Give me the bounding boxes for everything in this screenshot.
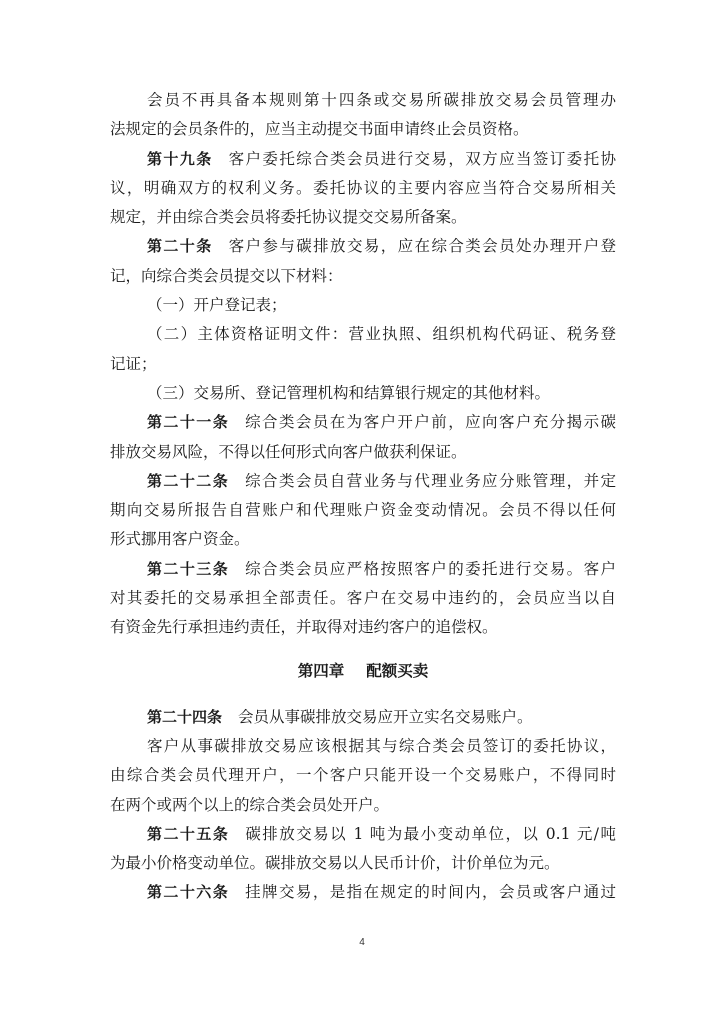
article-22-label: 第二十二条	[147, 471, 230, 490]
article-23-line: 有资金先行承担违约责任，并取得对违约客户的追偿权。	[110, 618, 498, 637]
article-23-line: 第二十三条 综合类会员应严格按照客户的委托进行交易。客户	[147, 559, 616, 578]
chapter-title: 配额买卖	[366, 661, 429, 680]
article-26-line: 第二十六条 挂牌交易，是指在规定的时间内，会员或客户通过	[147, 883, 616, 902]
article-23-label: 第二十三条	[147, 559, 230, 578]
page-number: 4	[359, 937, 365, 948]
article-22-line: 期向交易所报告自营账户和代理账户资金变动情况。会员不得以任何	[110, 501, 616, 520]
article-22-line: 第二十二条 综合类会员自营业务与代理业务应分账管理，并定	[147, 471, 616, 490]
article-26-label: 第二十六条	[147, 883, 230, 902]
paragraph-line: 在两个或两个以上的综合类会员处开户。	[110, 795, 390, 814]
list-item: （二）主体资格证明文件：营业执照、组织机构代码证、税务登	[147, 325, 616, 344]
article-22-line: 形式挪用客户资金。	[110, 530, 250, 549]
article-21-line: 排放交易风险，不得以任何形式向客户做获利保证。	[110, 442, 467, 461]
chapter-heading	[110, 651, 616, 691]
article-19-label: 第十九条	[147, 149, 213, 168]
list-item: （一）开户登记表；	[147, 296, 287, 315]
article-24-line: 第二十四条 会员从事碳排放交易应开立实名交易账户。	[147, 707, 533, 726]
chapter-number: 第四章	[297, 661, 345, 680]
document-page	[110, 86, 616, 908]
list-item: （三）交易所、登记管理机构和结算银行规定的其他材料。	[147, 383, 551, 402]
paragraph-line: 法规定的会员条件的，应当主动提交书面申请终止会员资格。	[110, 120, 529, 139]
article-23-line: 对其委托的交易承担全部责任。客户在交易中违约的，会员应当以自	[110, 589, 616, 608]
paragraph-line: 会员不再具备本规则第十四条或交易所碳排放交易会员管理办	[147, 91, 616, 109]
article-24-label: 第二十四条	[147, 707, 223, 726]
article-25-line: 为最小价格变动单位。碳排放交易以人民币计价，计价单位为元。	[110, 854, 560, 873]
article-20-line: 第二十条 客户参与碳排放交易，应在综合类会员处办理开户登	[147, 237, 616, 256]
paragraph-line: 由综合类会员代理开户，一个客户只能开设一个交易账户，不得同时	[110, 766, 616, 785]
article-19-line: 议，明确双方的权利义务。委托协议的主要内容应当符合交易所相关	[110, 178, 616, 197]
article-20-label: 第二十条	[147, 237, 213, 256]
article-21-label: 第二十一条	[147, 413, 230, 432]
article-19-line: 第十九条 客户委托综合类会员进行交易，双方应当签订委托协	[147, 149, 616, 168]
article-21-line: 第二十一条 综合类会员在为客户开户前，应向客户充分揭示碳	[147, 413, 616, 432]
article-25-label: 第二十五条	[147, 824, 230, 843]
article-20-line: 记，向综合类会员提交以下材料：	[110, 266, 343, 285]
article-19-line: 规定，并由综合类会员将委托协议提交交易所备案。	[110, 208, 467, 227]
list-item-continuation: 记证；	[110, 354, 157, 373]
article-25-line: 第二十五条 碳排放交易以 1 吨为最小变动单位，以 0.1 元/吨	[147, 824, 616, 843]
paragraph-line: 客户从事碳排放交易应该根据其与综合类会员签订的委托协议，	[147, 736, 616, 755]
